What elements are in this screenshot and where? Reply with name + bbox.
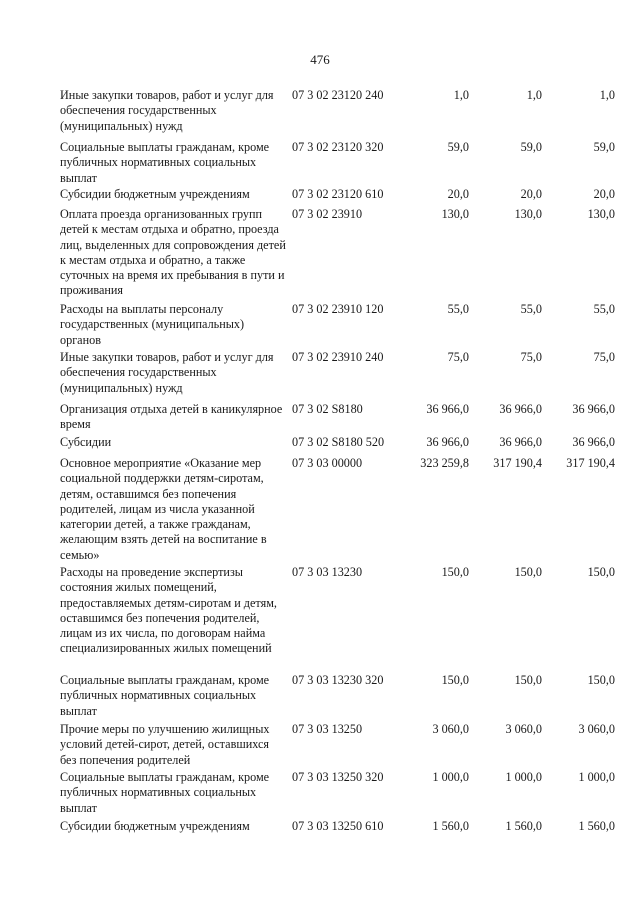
row-description: Социальные выплаты гражданам, кроме публичных нормативных социальных выплат (60, 770, 270, 815)
row-description: Социальные выплаты гражданам, кроме публичных нормативных социальных выплат (60, 140, 270, 185)
row-value-1: 20,0 (447, 187, 469, 201)
row-value-3: 150,0 (587, 673, 615, 687)
row-code: 07 3 02 23120 610 (292, 187, 384, 201)
row-code: 07 3 03 13230 320 (292, 673, 384, 687)
row-description: Субсидии бюджетным учреждениям (60, 819, 250, 833)
row-value-1: 55,0 (447, 302, 469, 316)
row-value-3: 1 000,0 (578, 770, 615, 784)
row-value-2: 1 000,0 (505, 770, 542, 784)
row-value-2: 1,0 (526, 88, 542, 102)
row-description: Субсидии бюджетным учреждениям (60, 187, 250, 201)
row-value-1: 1,0 (453, 88, 469, 102)
row-value-1: 36 966,0 (426, 402, 469, 416)
row-description: Расходы на выплаты персоналу государственных (муниципальных) органов (60, 302, 245, 347)
row-description: Социальные выплаты гражданам, кроме публичных нормативных социальных выплат (60, 673, 270, 718)
row-code: 07 3 02 23910 (292, 207, 363, 221)
row-value-2: 1 560,0 (505, 819, 542, 833)
row-value-3: 75,0 (593, 350, 615, 364)
row-value-3: 55,0 (593, 302, 615, 316)
row-code: 07 3 02 23120 240 (292, 88, 384, 102)
row-code: 07 3 02 S8180 520 (292, 435, 385, 449)
row-description: Иные закупки товаров, работ и услуг для обеспечения государственных (муниципальных) нужд (60, 88, 274, 133)
row-value-3: 36 966,0 (572, 435, 615, 449)
row-value-2: 150,0 (514, 565, 542, 579)
row-value-3: 317 190,4 (566, 456, 615, 470)
row-code: 07 3 02 23120 320 (292, 140, 384, 154)
row-value-3: 3 060,0 (578, 722, 615, 736)
row-code: 07 3 03 13250 320 (292, 770, 384, 784)
row-value-2: 317 190,4 (493, 456, 542, 470)
row-value-1: 130,0 (441, 207, 469, 221)
row-description: Прочие меры по улучшению жилищных условий детей-сирот, детей, оставшихся без попечения родителей (60, 722, 270, 767)
row-value-1: 75,0 (447, 350, 469, 364)
row-value-3: 59,0 (593, 140, 615, 154)
row-value-3: 1,0 (599, 88, 615, 102)
row-value-1: 59,0 (447, 140, 469, 154)
row-code: 07 3 02 23910 240 (292, 350, 384, 364)
row-value-1: 150,0 (441, 673, 469, 687)
row-value-3: 1 560,0 (578, 819, 615, 833)
row-value-1: 1 560,0 (432, 819, 469, 833)
row-code: 07 3 02 S8180 (292, 402, 363, 416)
row-value-2: 3 060,0 (505, 722, 542, 736)
row-value-3: 130,0 (587, 207, 615, 221)
row-value-1: 36 966,0 (426, 435, 469, 449)
row-value-2: 59,0 (520, 140, 542, 154)
row-description: Организация отдыха детей в каникулярное время (60, 402, 283, 432)
page-number: 476 (310, 52, 330, 67)
row-value-1: 3 060,0 (432, 722, 469, 736)
row-value-2: 36 966,0 (499, 402, 542, 416)
row-code: 07 3 03 00000 (292, 456, 363, 470)
row-code: 07 3 03 13230 (292, 565, 363, 579)
row-code: 07 3 03 13250 (292, 722, 363, 736)
row-value-2: 130,0 (514, 207, 542, 221)
row-code: 07 3 02 23910 120 (292, 302, 384, 316)
row-description: Основное мероприятие «Оказание мер социальной поддержки детям-сиротам, детям, оставшимся без попечения родителей, лицам из числа указанной категории детей, а также гражданам, желающим взять детей на воспитание в семью» (60, 456, 267, 562)
row-description: Иные закупки товаров, работ и услуг для обеспечения государственных (муниципальных) нужд (60, 350, 274, 395)
row-code: 07 3 03 13250 610 (292, 819, 384, 833)
row-value-2: 20,0 (520, 187, 542, 201)
row-description: Расходы на проведение экспертизы состояния жилых помещений, предоставляемых детям-сиротам и детям, оставшимся без попечения родителей, лицам из их числа, по договорам найма специализированных жилых помещений (60, 565, 277, 656)
row-description: Оплата проезда организованных групп детей к местам отдыха и обратно, проезда лиц, выделенных для сопровождения детей к местам отдыха и обратно, а также суточных на время их пребывания в пути и проживания (60, 207, 286, 298)
row-value-3: 20,0 (593, 187, 615, 201)
row-description: Субсидии (60, 435, 112, 449)
row-value-1: 323 259,8 (420, 456, 469, 470)
row-value-3: 150,0 (587, 565, 615, 579)
row-value-2: 150,0 (514, 673, 542, 687)
row-value-3: 36 966,0 (572, 402, 615, 416)
row-value-2: 36 966,0 (499, 435, 542, 449)
row-value-2: 75,0 (520, 350, 542, 364)
row-value-1: 150,0 (441, 565, 469, 579)
row-value-2: 55,0 (520, 302, 542, 316)
row-value-1: 1 000,0 (432, 770, 469, 784)
